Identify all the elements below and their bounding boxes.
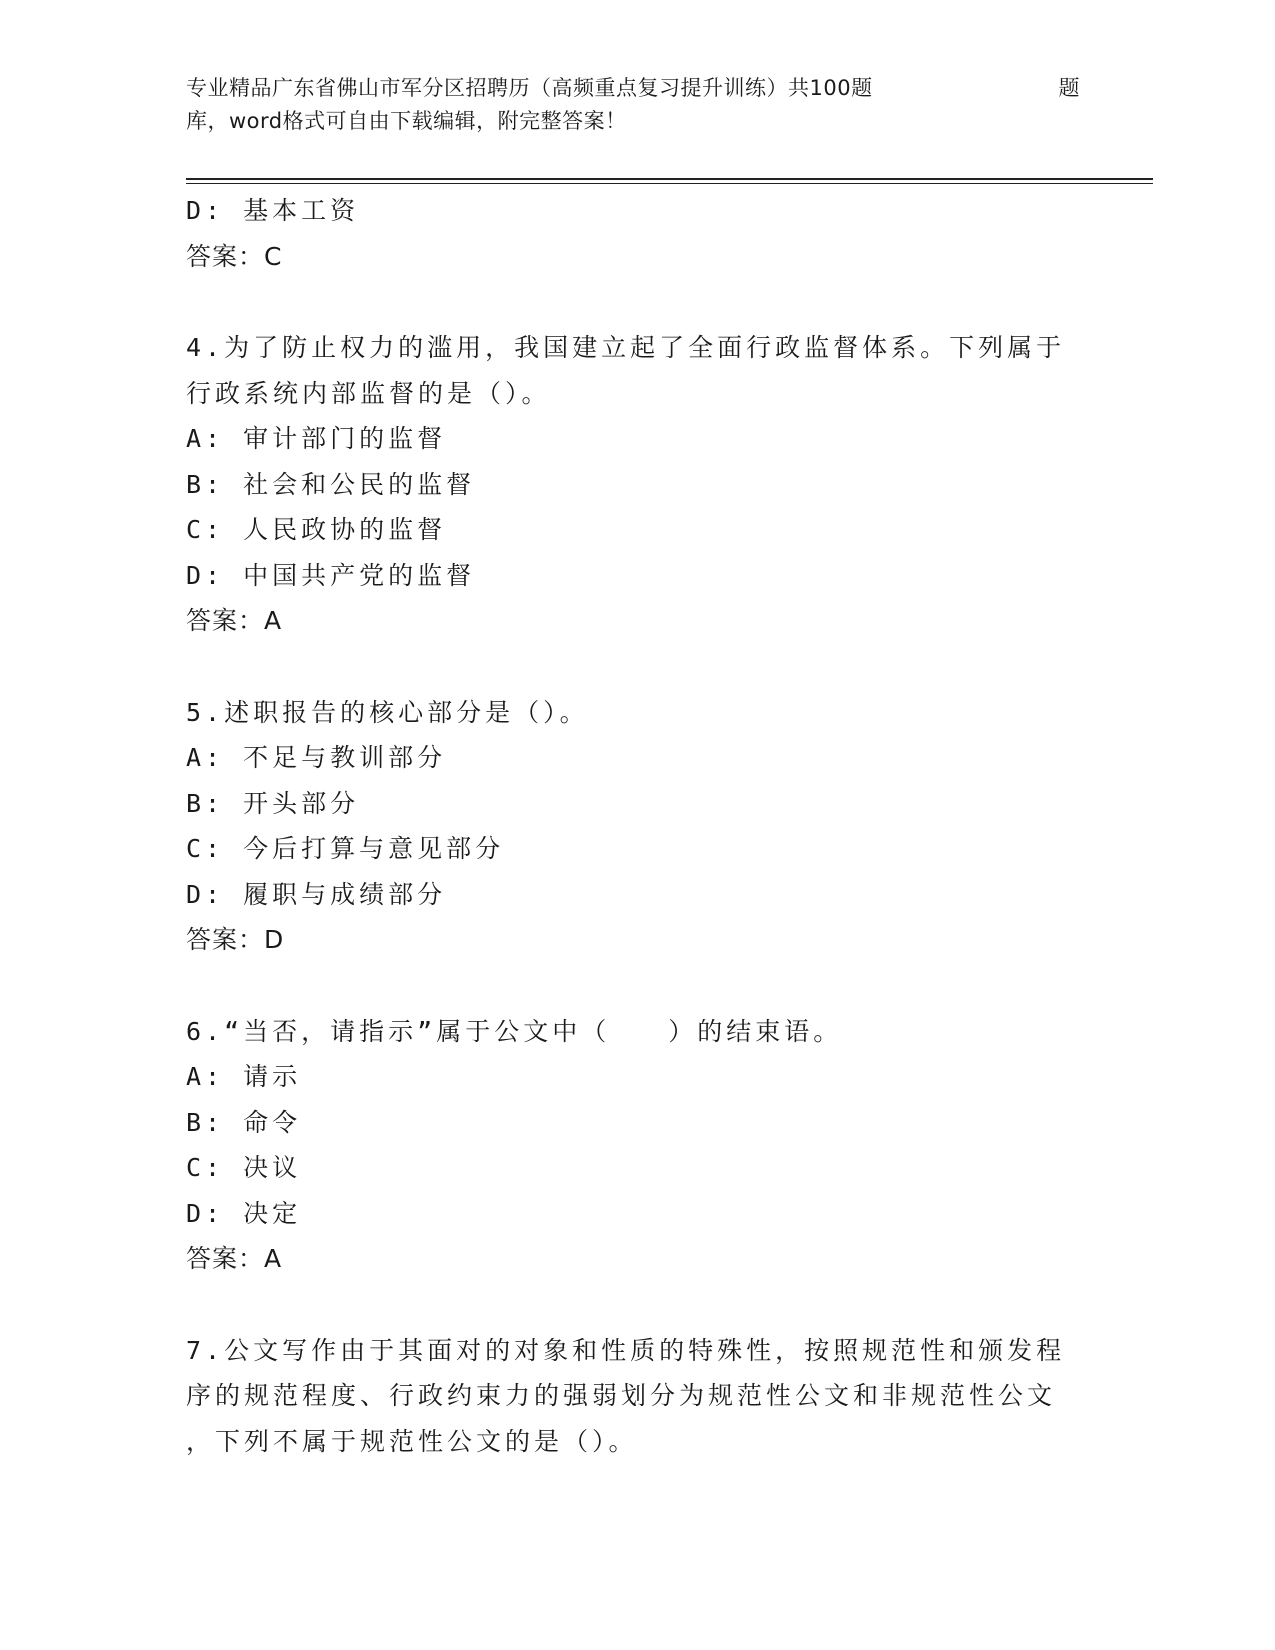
question-block	[186, 1328, 1086, 1465]
question-line: D: 履职与成绩部分	[186, 879, 447, 909]
header-line-2: 库，word格式可自由下载编辑，附完整答案！	[186, 109, 627, 133]
question-line: B: 社会和公民的监督	[186, 469, 476, 499]
block-spacer	[186, 963, 1086, 1009]
question-line: B: 开头部分	[186, 788, 360, 818]
question-line: D: 中国共产党的监督	[186, 560, 476, 590]
question-line: 6.“当否，请指示”属于公文中（ ）的结束语。	[186, 1016, 843, 1046]
header-divider-thin	[186, 183, 1153, 184]
question-line: C: 今后打算与意见部分	[186, 834, 505, 863]
question-line: B: 命令	[186, 1107, 302, 1137]
question-block	[186, 690, 1086, 963]
question-line: ，下列不属于规范性公文的是（）。	[186, 1426, 638, 1456]
question-list	[186, 188, 1086, 1464]
answer-line: 答案：A	[186, 606, 283, 635]
question-line: 序的规范程度、行政约束力的强弱划分为规范性公文和非规范性公文	[186, 1381, 1057, 1410]
question-line: D: 决定	[186, 1198, 302, 1228]
header-divider-thick	[186, 178, 1153, 180]
question-line: 7.公文写作由于其面对的对象和性质的特殊性，按照规范性和颁发程	[186, 1335, 1066, 1365]
header-title: 专业精品广东省佛山市军分区招聘历（高频重点复习提升训练）共100题	[186, 76, 873, 100]
question-line: A: 不足与教训部分	[186, 743, 447, 772]
document-header	[186, 72, 1086, 138]
question-line: 行政系统内部监督的是（）。	[186, 378, 551, 408]
question-line: D: 基本工资	[186, 196, 360, 225]
question-block	[186, 1009, 1086, 1282]
question-line: 5.述职报告的核心部分是（）。	[186, 697, 589, 727]
question-line: A: 审计部门的监督	[186, 424, 447, 453]
question-block	[186, 188, 1086, 279]
question-block	[186, 325, 1086, 644]
block-spacer	[186, 644, 1086, 690]
answer-line: 答案：A	[186, 1244, 283, 1273]
answer-line: 答案：C	[186, 241, 283, 271]
answer-line: 答案：D	[186, 925, 285, 954]
question-line: 4.为了防止权力的滥用，我国建立起了全面行政监督体系。下列属于	[186, 333, 1066, 362]
question-line: C: 人民政协的监督	[186, 515, 447, 544]
block-spacer	[186, 279, 1086, 325]
header-line-1	[186, 72, 1086, 105]
question-line: C: 决议	[186, 1153, 302, 1182]
header-title-tail: 题	[1058, 76, 1080, 100]
block-spacer	[186, 1282, 1086, 1328]
question-line: A: 请示	[186, 1062, 302, 1091]
